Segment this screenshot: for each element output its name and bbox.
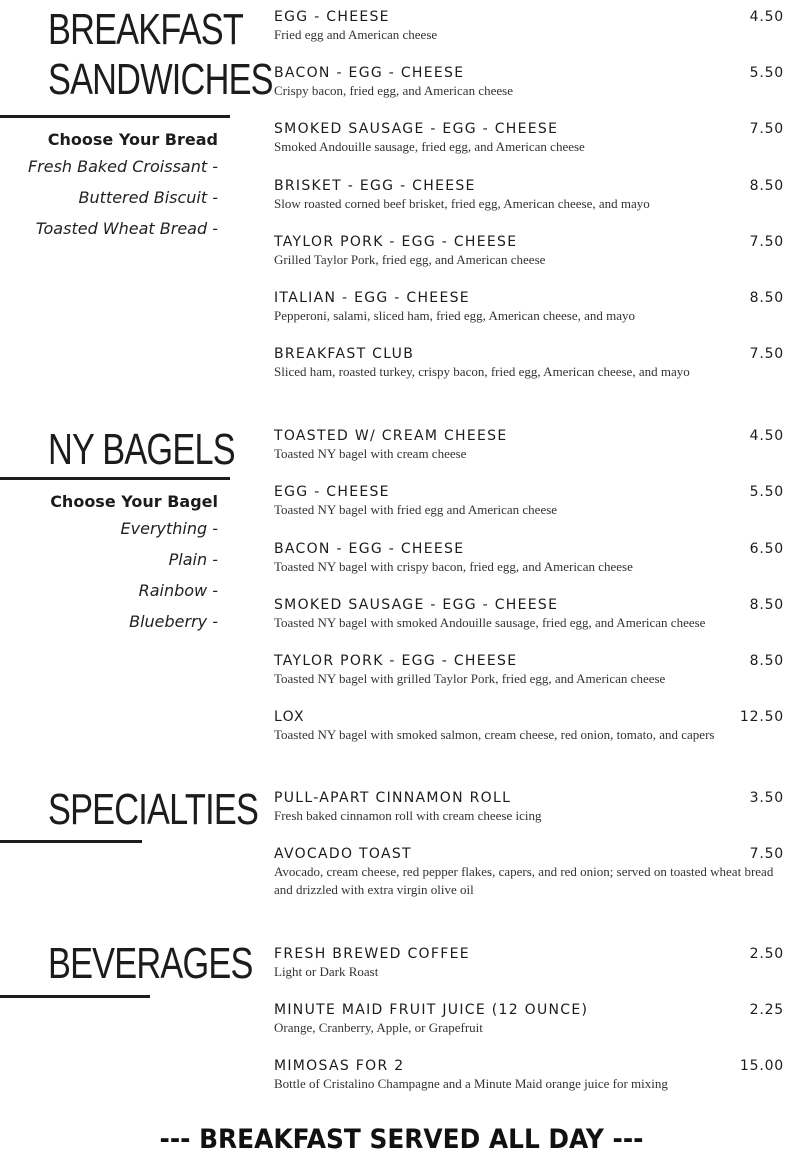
item-name: EGG - CHEESE	[274, 484, 390, 500]
section-divider	[0, 840, 142, 843]
option-item: Rainbow -	[138, 581, 218, 600]
item-description: Toasted NY bagel with crispy bacon, fried egg, and American cheese	[274, 559, 633, 574]
item-description: Crispy bacon, fried egg, and American cheese	[274, 83, 513, 98]
option-item: Toasted Wheat Bread -	[35, 219, 218, 238]
item-name: PULL-APART CINNAMON ROLL	[274, 790, 512, 806]
item-price: 8.50	[749, 290, 784, 306]
item-description: Sliced ham, roasted turkey, crispy bacon, fried egg, American cheese, and mayo	[274, 364, 690, 379]
item-name: MINUTE MAID FRUIT JUICE (12 OUNCE)	[274, 1002, 589, 1018]
item-description: Bottle of Cristalino Champagne and a Minute Maid orange juice for mixing	[274, 1076, 668, 1091]
section-sidebar	[0, 5, 273, 104]
section-title-line: BEVERAGES	[47, 939, 253, 988]
section-title-line: SANDWICHES	[47, 55, 273, 104]
item-name: BACON - EGG - CHEESE	[274, 65, 465, 81]
choose-label: Choose Your Bread	[47, 130, 218, 149]
item-price: 4.50	[749, 9, 784, 25]
option-item: Everything -	[120, 519, 218, 538]
item-name: TAYLOR PORK - EGG - CHEESE	[274, 653, 518, 669]
menu-item	[274, 652, 784, 688]
menu-item	[274, 289, 784, 325]
menu-item	[274, 8, 784, 44]
section-sidebar	[0, 425, 235, 474]
section-title-line: SPECIALTIES	[47, 785, 259, 834]
item-name: AVOCADO TOAST	[274, 846, 412, 862]
item-price: 3.50	[749, 790, 784, 806]
item-price: 8.50	[749, 597, 784, 613]
item-name: TAYLOR PORK - EGG - CHEESE	[274, 234, 518, 250]
item-price: 2.25	[749, 1002, 784, 1018]
menu-item	[274, 233, 784, 269]
section-divider	[0, 995, 150, 998]
item-description: Pepperoni, salami, sliced ham, fried egg, American cheese, and mayo	[274, 308, 635, 323]
item-description: Light or Dark Roast	[274, 964, 379, 979]
item-description: Toasted NY bagel with fried egg and American cheese	[274, 502, 558, 517]
choose-label: Choose Your Bagel	[50, 492, 218, 511]
item-price: 8.50	[749, 653, 784, 669]
section-sidebar	[0, 785, 259, 834]
item-name: TOASTED W/ CREAM CHEESE	[274, 428, 508, 444]
item-description: Slow roasted corned beef brisket, fried egg, American cheese, and mayo	[274, 196, 650, 211]
item-description: Smoked Andouille sausage, fried egg, and American cheese	[274, 139, 585, 154]
item-description: Orange, Cranberry, Apple, or Grapefruit	[274, 1020, 483, 1035]
section-title-line: BREAKFAST	[47, 5, 244, 54]
item-description: Toasted NY bagel with grilled Taylor Pork, fried egg, and American cheese	[274, 671, 666, 686]
item-name: SMOKED SAUSAGE - EGG - CHEESE	[274, 597, 559, 613]
item-name: MIMOSAS FOR 2	[274, 1058, 405, 1074]
option-item: Buttered Biscuit -	[78, 188, 218, 207]
section-title-line: NY BAGELS	[47, 425, 235, 474]
item-name: ITALIAN - EGG - CHEESE	[274, 290, 470, 306]
item-price: 4.50	[749, 428, 784, 444]
menu-item	[274, 1057, 784, 1093]
item-price: 12.50	[739, 709, 784, 725]
option-item: Fresh Baked Croissant -	[27, 157, 218, 176]
section-divider	[0, 477, 230, 480]
bagel-options	[0, 488, 218, 637]
menu-item	[274, 845, 784, 899]
item-description: Grilled Taylor Pork, fried egg, and American cheese	[274, 252, 546, 267]
item-description: Fried egg and American cheese	[274, 27, 438, 42]
menu-item	[274, 64, 784, 100]
menu-item	[274, 708, 784, 744]
item-price: 2.50	[749, 946, 784, 962]
section-divider	[0, 115, 230, 118]
item-name: BRISKET - EGG - CHEESE	[274, 178, 476, 194]
item-price: 6.50	[749, 541, 784, 557]
menu-item	[274, 177, 784, 213]
item-description: Avocado, cream cheese, red pepper flakes, capers, and red onion; served on toasted wheat bread and drizzled with extra virgin olive oil	[274, 864, 774, 897]
item-price: 7.50	[749, 234, 784, 250]
section-sidebar	[0, 939, 253, 988]
bread-options	[0, 126, 218, 244]
item-price: 8.50	[749, 178, 784, 194]
menu-item	[274, 789, 784, 825]
option-item: Blueberry -	[129, 612, 218, 631]
item-name: SMOKED SAUSAGE - EGG - CHEESE	[274, 121, 559, 137]
footer-banner: --- BREAKFAST SERVED ALL DAY ---	[159, 1124, 644, 1155]
item-name: BACON - EGG - CHEESE	[274, 541, 465, 557]
item-description: Toasted NY bagel with smoked salmon, cream cheese, red onion, tomato, and capers	[274, 727, 715, 742]
item-description: Fresh baked cinnamon roll with cream cheese icing	[274, 808, 542, 823]
item-description: Toasted NY bagel with cream cheese	[274, 446, 467, 461]
menu-item	[274, 345, 784, 381]
item-name: LOX	[274, 709, 305, 725]
item-name: EGG - CHEESE	[274, 9, 390, 25]
menu-item	[274, 540, 784, 576]
item-price: 7.50	[749, 346, 784, 362]
item-price: 7.50	[749, 121, 784, 137]
menu-item	[274, 427, 784, 463]
item-name: FRESH BREWED COFFEE	[274, 946, 470, 962]
menu-item	[274, 483, 784, 519]
item-price: 7.50	[749, 846, 784, 862]
item-price: 5.50	[749, 484, 784, 500]
option-item: Plain -	[168, 550, 218, 569]
menu-item	[274, 120, 784, 156]
menu-item	[274, 1001, 784, 1037]
item-price: 5.50	[749, 65, 784, 81]
item-price: 15.00	[739, 1058, 784, 1074]
item-description: Toasted NY bagel with smoked Andouille sausage, fried egg, and American cheese	[274, 615, 706, 630]
menu-item	[274, 596, 784, 632]
menu-item	[274, 945, 784, 981]
item-name: BREAKFAST CLUB	[274, 346, 415, 362]
